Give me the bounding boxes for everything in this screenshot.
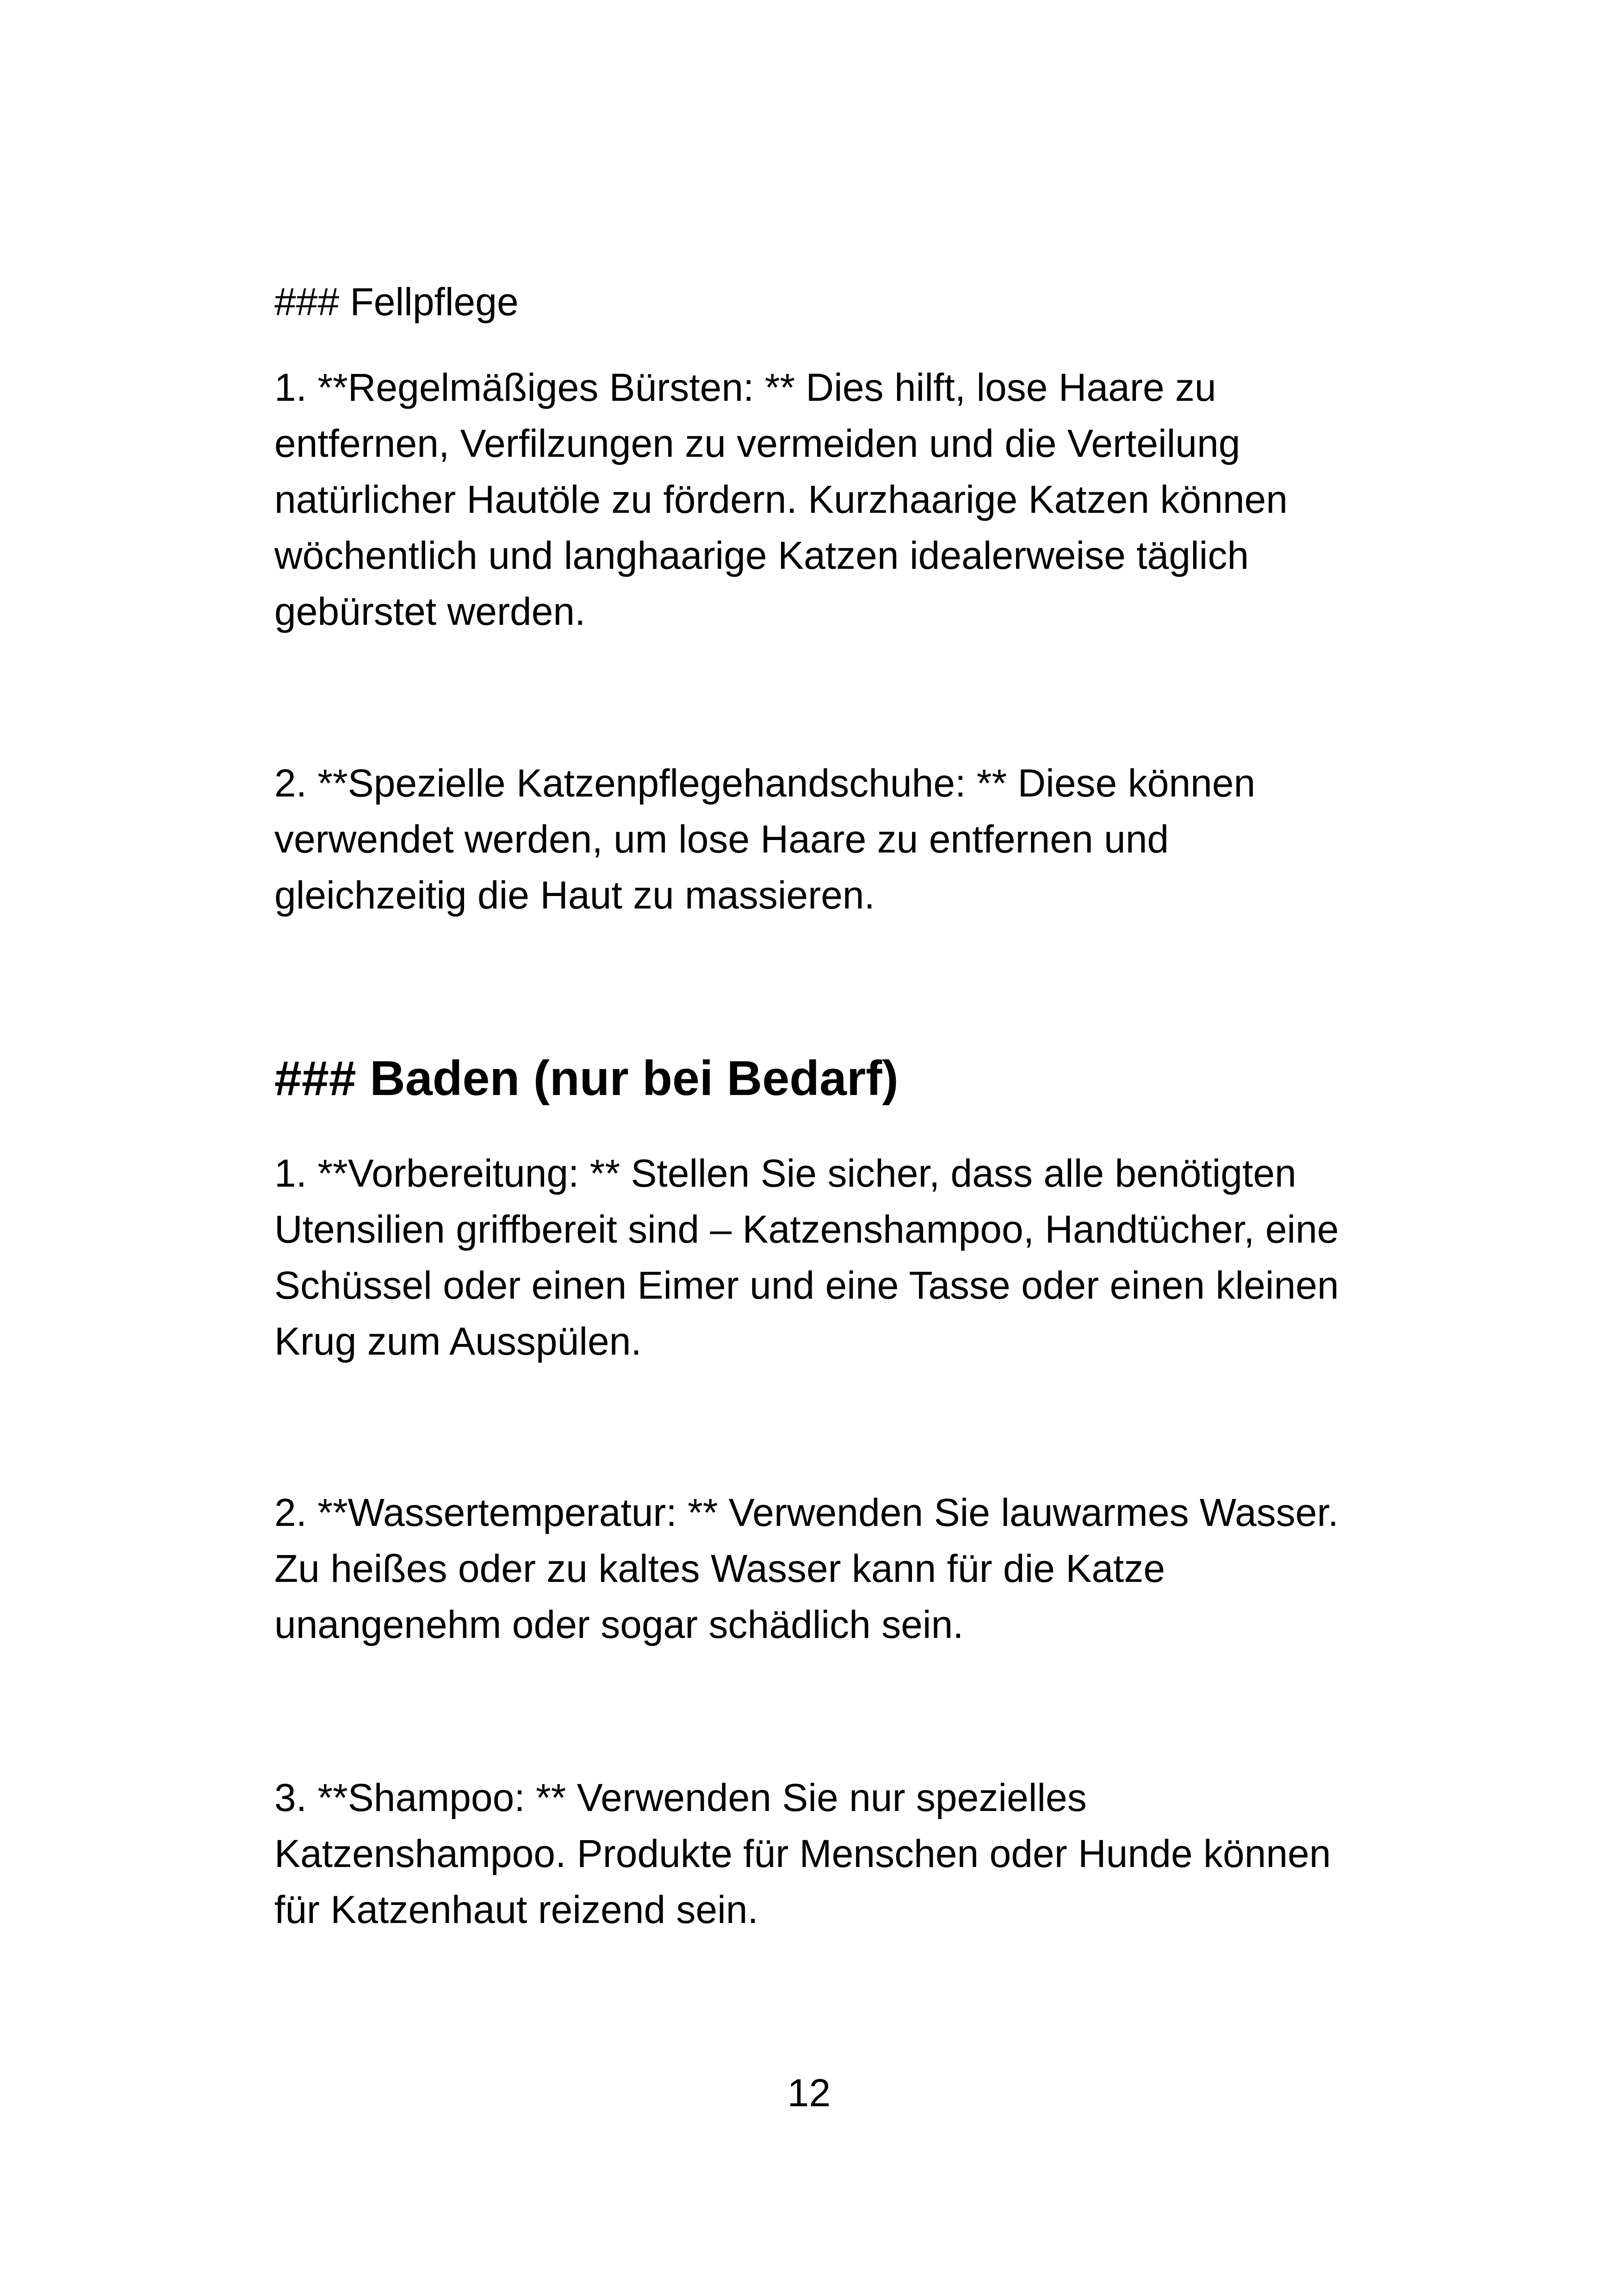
list-item-shampoo: 3. **Shampoo: ** Verwenden Sie nur spezielles Katzenshampoo. Produkte für Menschen oder Hunde können für Katzenhaut reizend sein. [274, 1776, 1331, 1931]
list-item-wassertemperatur: 2. **Wassertemperatur: ** Verwenden Sie lauwarmes Wasser. Zu heißes oder zu kaltes Wasser kann für die Katze unangenehm oder sogar schädlich sein. [274, 1491, 1339, 1646]
list-item-vorbereitung: 1. **Vorbereitung: ** Stellen Sie sicher, dass alle benötigten Utensilien griffbereit sind – Katzenshampoo, Handtücher, eine Schüssel oder einen Eimer und eine Tasse oder einen kleinen Krug zum Ausspülen. [274, 1151, 1339, 1363]
section-heading-fellpflege: ### Fellpflege [274, 280, 519, 324]
section-heading-baden: ### Baden (nur bei Bedarf) [274, 1051, 899, 1106]
list-item-regelmaessiges-buersten: 1. **Regelmäßiges Bürsten: ** Dies hilft, lose Haare zu entfernen, Verfilzungen zu vermeiden und die Verteilung natürlicher Hautöle zu fördern. Kurzhaarige Katzen können wöchentlich und langhaarige Katzen idealerweise täglich gebürstet werden. [274, 366, 1288, 633]
list-item-katzenpflegehandschuhe: 2. **Spezielle Katzenpflegehandschuhe: ** Diese können verwendet werden, um lose Haare zu entfernen und gleichzeitig die Haut zu massieren. [274, 761, 1256, 917]
page-number: 12 [787, 2071, 831, 2115]
